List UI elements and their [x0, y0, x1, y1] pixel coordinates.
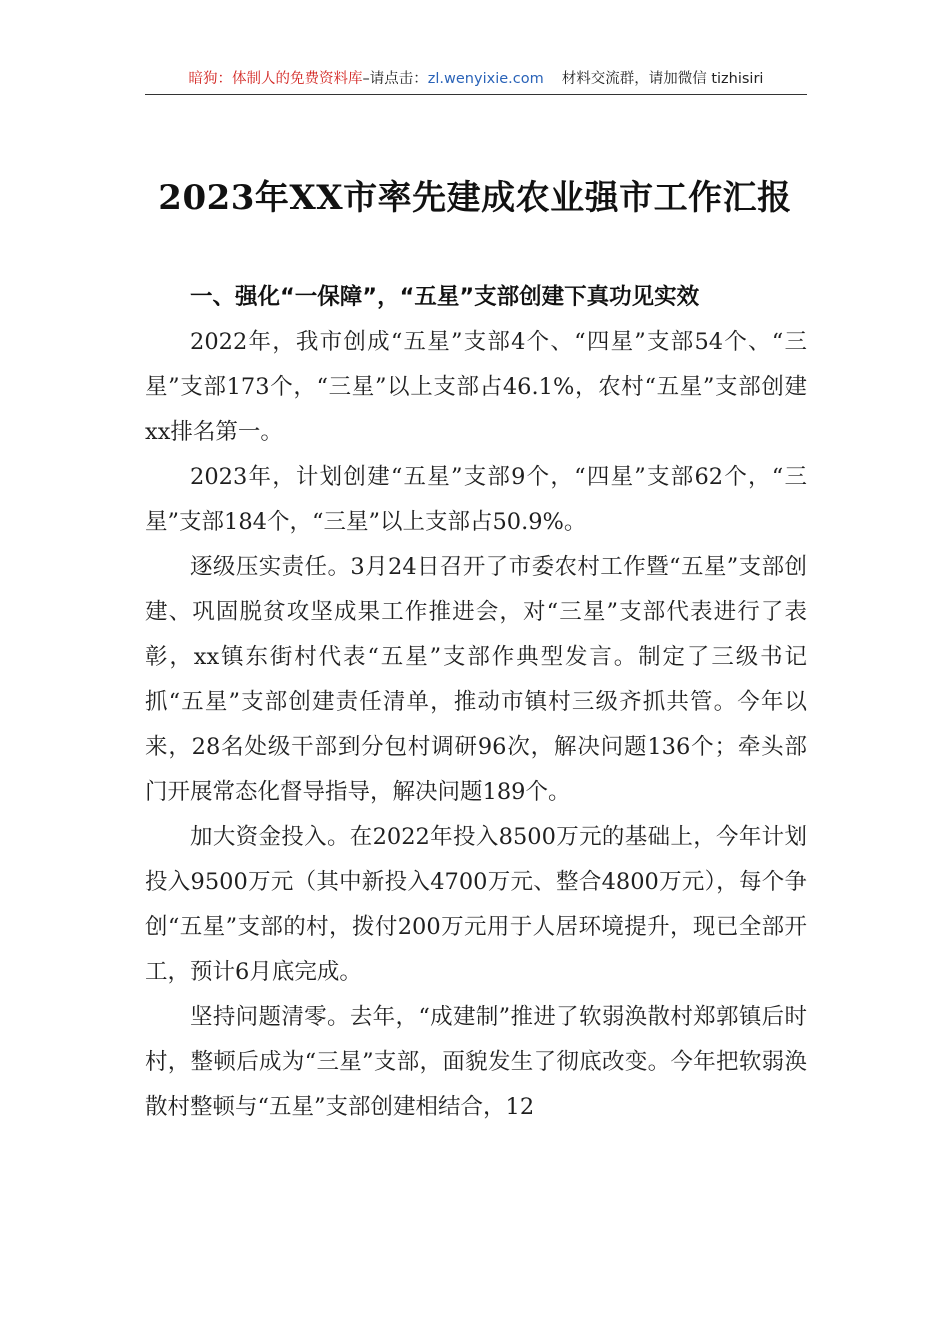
paragraph-2022-results: 2022年，我市创成“五星”支部4个、“四星”支部54个、“三星”支部173个，“三星”以上支部占46.1%，农村“五星”支部创建xx排名第一。	[145, 329, 807, 445]
paragraph-responsibility: 逐级压实责任。3月24日召开了市委农村工作暨“五星”支部创建、巩固脱贫攻坚成果工作推进会，对“三星”支部代表进行了表彰，xx镇东街村代表“五星”支部作典型发言。制定了三级书记抓“五星”支部创建责任清单，推动市镇村三级齐抓共管。今年以来，28名处级干部到分包村调研96次，解决问题136个；牵头部门开展常态化督导指导，解决问题189个。	[145, 554, 807, 805]
document-body	[145, 275, 807, 1130]
header-group-note: 材料交流群，请加微信 tizhisiri	[561, 71, 764, 87]
section-heading: 一、强化“一保障”，“五星”支部创建下真功见实效	[190, 284, 700, 310]
header-click-prompt: –请点击：	[362, 71, 428, 87]
paragraph-2023-plan: 2023年，计划创建“五星”支部9个，“四星”支部62个，“三星”支部184个，“三星”以上支部占50.9%。	[145, 464, 807, 535]
paragraph-funding: 加大资金投入。在2022年投入8500万元的基础上，今年计划投入9500万元（其中新投入4700万元、整合4800万元），每个争创“五星”支部的村，拨付200万元用于人居环境提升，现已全部开工，预计6月底完成。	[145, 824, 807, 985]
paragraph-problem-clearing: 坚持问题清零。去年，“成建制”推进了软弱涣散村郑郭镇后时村，整顿后成为“三星”支部，面貌发生了彻底改变。今年把软弱涣散村整顿与“五星”支部创建相结合，12	[145, 1004, 807, 1120]
page-header	[145, 64, 807, 95]
header-site-name: 暗狗：体制人的免费资料库	[188, 71, 363, 87]
header-url-link[interactable]: zl.wenyixie.com	[427, 71, 544, 87]
document-title: 2023年XX市率先建成农业强市工作汇报	[158, 178, 792, 218]
